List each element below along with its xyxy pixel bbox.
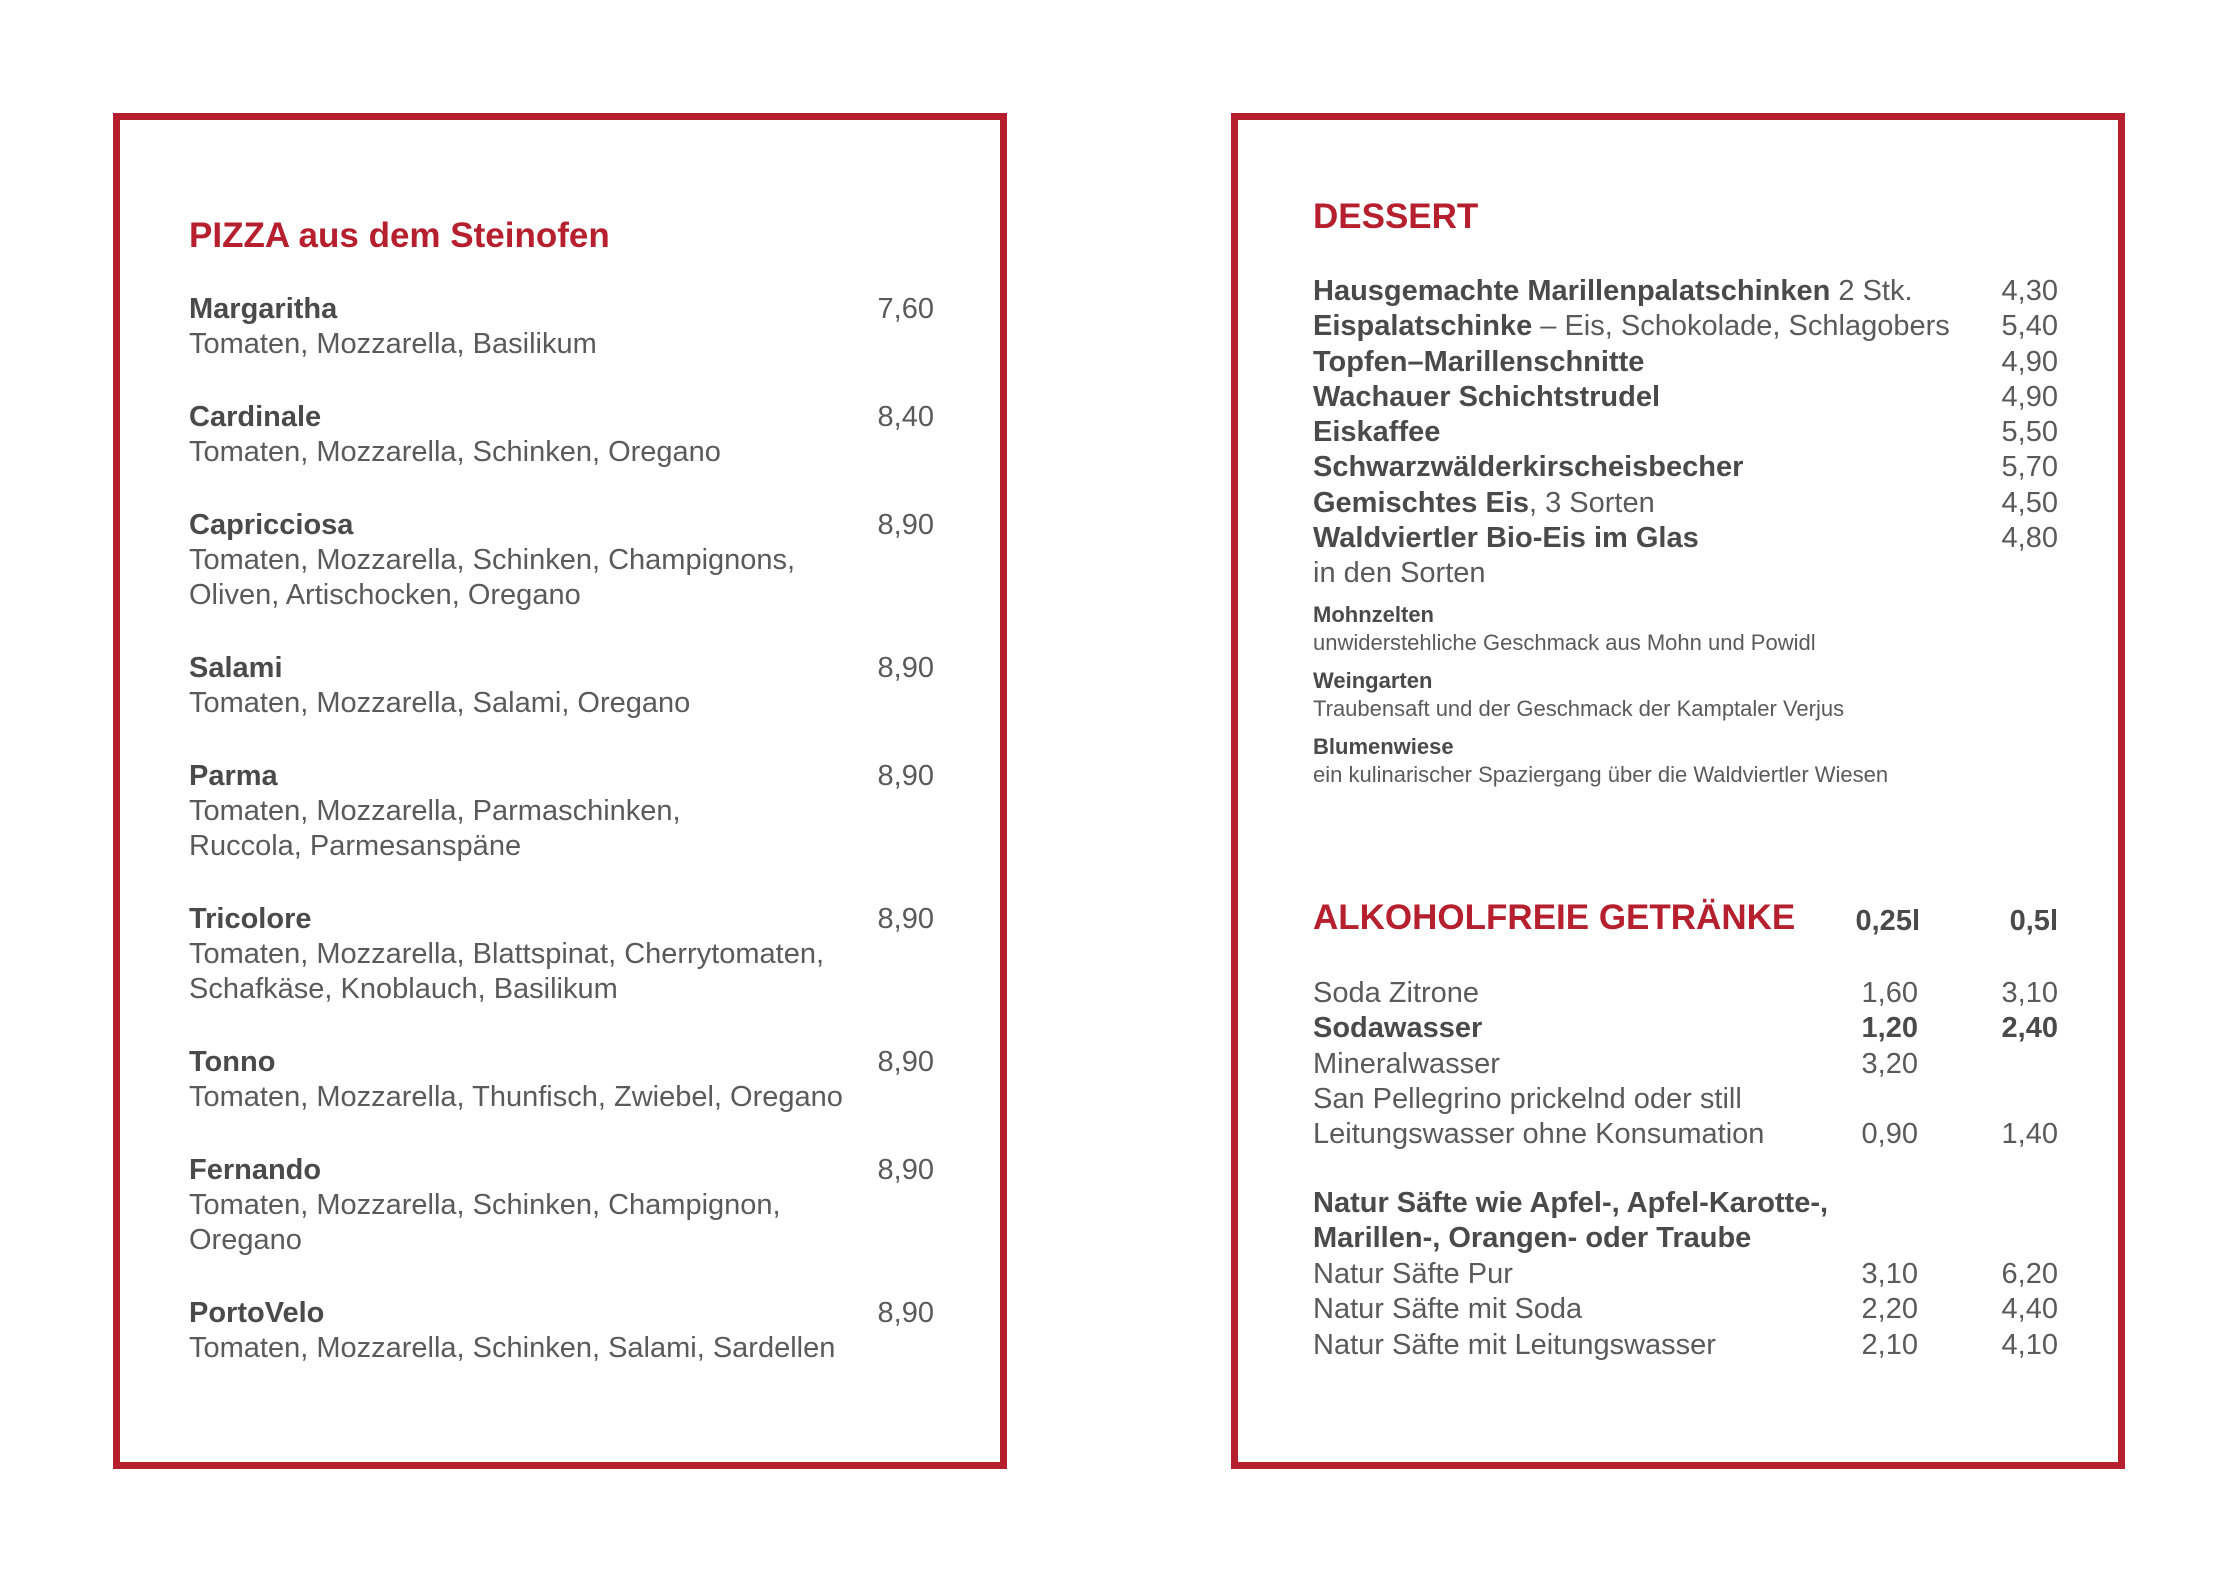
pizza-item [189,651,934,721]
drinks-section-title: ALKOHOLFREIE GETRÄNKE [1313,898,1796,937]
drink-item [1313,1328,2058,1363]
dessert-price: 4,80 [2001,522,2058,555]
flavor-name: Blumenwiese [1313,734,1454,760]
pizza-description: Tomaten, Mozzarella, Schinken, Champignons, [189,544,796,576]
drink-price-small: 1,60 [1861,977,1918,1009]
drinks-column-large: 0,5l [2009,905,2058,937]
drink-price-large: 4,40 [2001,1293,2058,1326]
pizza-description: Tomaten, Mozzarella, Blattspinat, Cherrytomaten, [189,938,825,970]
drink-price-small: 3,10 [1861,1258,1918,1290]
dessert-name: Hausgemachte Marillenpalatschinken [1313,275,1831,307]
dessert-item [1313,274,2058,309]
flavor-item [1313,601,2058,657]
dessert-name: Gemischtes Eis [1313,486,1529,519]
flavor-description: ein kulinarischer Spaziergang über die Waldviertler Wiesen [1313,762,1889,788]
dessert-name: Topfen–Marillenschnitte [1313,345,1645,378]
drink-name: Sodawasser [1313,1012,1483,1045]
drink-price-large: 1,40 [2001,1118,2058,1151]
pizza-item [189,759,934,864]
dessert-item [1313,345,2058,380]
dessert-section-title: DESSERT [1313,197,1479,236]
drink-item [1313,1257,2058,1292]
flavor-name: Weingarten [1313,668,1433,694]
dessert-detail: 2 Stk. [1830,275,1913,307]
drink-item [1313,976,2058,1011]
dessert-item [1313,415,2058,450]
pizza-name: Fernando [189,1154,322,1186]
pizza-name: Margaritha [189,293,338,325]
dessert-name: Schwarzwälderkirscheisbecher [1313,451,1744,484]
pizza-item [189,292,934,362]
drink-item [1313,1047,2058,1082]
drink-price-small: 2,10 [1861,1328,1918,1361]
dessert-price: 4,90 [2001,380,2058,413]
flavor-item [1313,667,2058,723]
pizza-price: 8,90 [877,903,934,935]
pizza-description: Oliven, Artischocken, Oregano [189,579,581,611]
dessert-item [1313,450,2058,485]
drink-price-large: 4,10 [2001,1328,2058,1361]
drink-name: San Pellegrino prickelnd oder still [1313,1082,1742,1115]
pizza-name: Salami [189,652,283,684]
drink-name: Mineralwasser [1313,1047,1500,1080]
dessert-name: Waldviertler Bio-Eis im Glas [1313,522,1699,555]
drink-price-large: 3,10 [2001,977,2058,1009]
pizza-item [189,902,934,1007]
flavor-description: unwiderstehliche Geschmack aus Mohn und Powidl [1313,630,1816,656]
dessert-price: 4,30 [2001,275,2058,307]
drink-price-large: 6,20 [2001,1258,2058,1290]
drink-name: Leitungswasser ohne Konsumation [1313,1118,1765,1151]
drink-item [1313,1117,2058,1152]
drinks-column-small: 0,25l [1855,905,1920,937]
dessert-item [1313,486,2058,521]
dessert-detail: – Eis, Schokolade, Schlagobers [1532,310,1950,343]
flavor-description: Traubensaft und der Geschmack der Kamptaler Verjus [1313,696,1845,722]
pizza-name: Tricolore [189,903,312,935]
drink-item [1313,1082,2058,1117]
pizza-description: Ruccola, Parmesanspäne [189,830,522,862]
pizza-description: Tomaten, Mozzarella, Schinken, Champignon, [189,1189,781,1221]
pizza-description: Tomaten, Mozzarella, Salami, Oregano [189,687,691,719]
pizza-name: Parma [189,760,278,792]
pizza-list [189,292,934,1366]
drink-item [1313,1011,2058,1046]
pizza-item [189,1153,934,1258]
pizza-price: 8,90 [877,1297,934,1329]
juice-list [1313,1257,2058,1363]
dessert-item [1313,521,2058,556]
dessert-price: 4,90 [2001,345,2058,378]
pizza-description: Tomaten, Mozzarella, Thunfisch, Zwiebel, Oregano [189,1081,843,1113]
drink-item [1313,1292,2058,1327]
drink-name: Soda Zitrone [1313,977,1480,1009]
juice-heading: Natur Säfte wie Apfel-, Apfel-Karotte-, Marillen-, Orangen- oder Traube [1313,1187,1829,1255]
pizza-description: Schafkäse, Knoblauch, Basilikum [189,973,618,1005]
pizza-price: 8,90 [877,652,934,684]
pizza-name: Tonno [189,1046,276,1078]
dessert-price: 5,40 [2001,310,2058,343]
pizza-name: Cardinale [189,401,322,433]
dessert-item [1313,380,2058,415]
drink-price-small: 3,20 [1861,1047,1918,1080]
pizza-name: PortoVelo [189,1297,325,1329]
dessert-name: Wachauer Schichtstrudel [1313,380,1661,413]
pizza-description: Oregano [189,1224,302,1256]
flavor-name: Mohnzelten [1313,602,1434,628]
dessert-name: Eispalatschinke [1313,310,1533,343]
dessert-price: 5,70 [2001,451,2058,484]
pizza-price: 8,90 [877,509,934,541]
pizza-price: 8,90 [877,760,934,792]
pizza-price: 8,90 [877,1154,934,1186]
drink-price-large: 2,40 [2001,1012,2058,1045]
drinks-list [1313,976,2058,1152]
pizza-description: Tomaten, Mozzarella, Schinken, Oregano [189,436,721,468]
pizza-description: Tomaten, Mozzarella, Schinken, Salami, Sardellen [189,1332,836,1364]
dessert-price: 4,50 [2001,486,2058,519]
dessert-price: 5,50 [2001,416,2058,449]
pizza-price: 8,40 [877,401,934,433]
pizza-item [189,1296,934,1366]
flavor-list [1313,601,2058,789]
pizza-description: Tomaten, Mozzarella, Parmaschinken, [189,795,681,827]
dessert-note: in den Sorten [1313,557,1486,590]
pizza-price: 8,90 [877,1046,934,1078]
drink-price-small: 2,20 [1861,1293,1918,1326]
drink-name: Natur Säfte mit Leitungswasser [1313,1328,1716,1361]
pizza-item [189,1045,934,1115]
dessert-name: Eiskaffee [1313,416,1441,449]
pizza-description: Tomaten, Mozzarella, Basilikum [189,328,597,360]
dessert-item [1313,309,2058,344]
pizza-price: 7,60 [877,293,934,325]
pizza-item [189,400,934,470]
drink-price-small: 1,20 [1861,1012,1918,1045]
dessert-detail: , 3 Sorten [1529,486,1655,519]
dessert-list [1313,274,2058,789]
drink-name: Natur Säfte mit Soda [1313,1293,1583,1326]
flavor-item [1313,733,2058,789]
pizza-name: Capricciosa [189,509,354,541]
pizza-section-title: PIZZA aus dem Steinofen [189,216,610,255]
drink-price-small: 0,90 [1861,1118,1918,1151]
pizza-item [189,508,934,613]
drink-name: Natur Säfte Pur [1313,1258,1513,1290]
